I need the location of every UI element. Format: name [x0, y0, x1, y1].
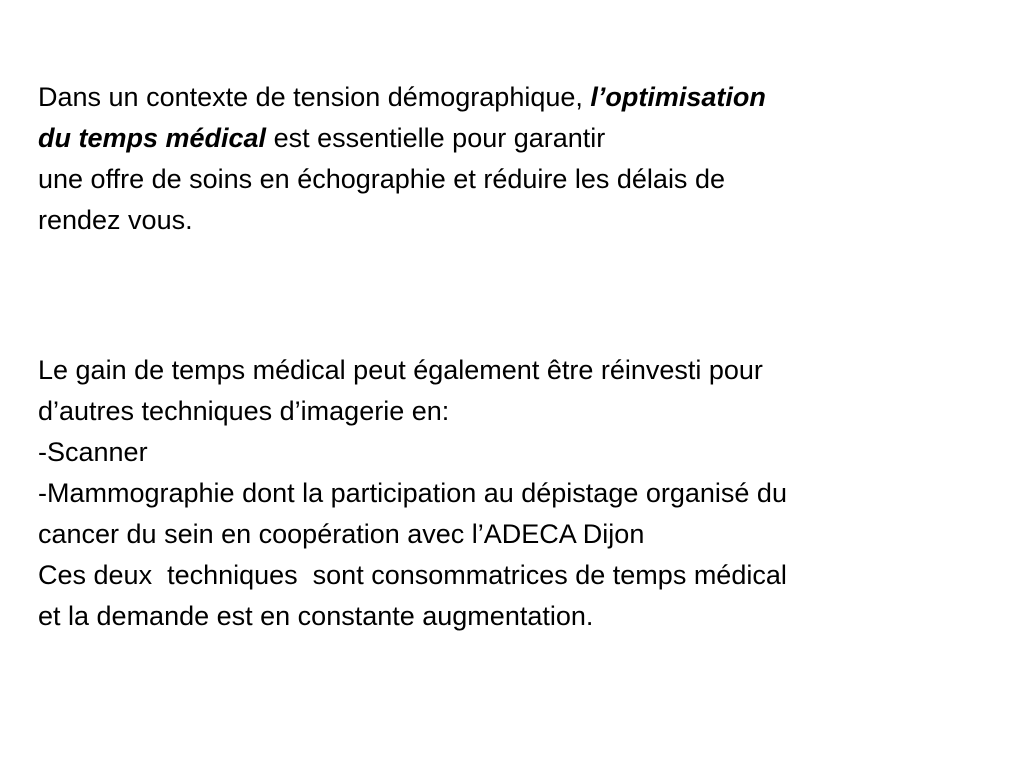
intro-line-3: une offre de soins en échographie et réduire les délais de: [38, 164, 725, 194]
intro-line-2: [38, 118, 978, 159]
intro-line-1-text: Dans un contexte de tension démographique,: [38, 82, 591, 112]
body-line: Ces deux techniques sont consommatrices de temps médical: [38, 560, 787, 590]
intro-line-4: rendez vous.: [38, 205, 193, 235]
intro-line-2-text: est essentielle pour garantir: [266, 123, 606, 153]
body-paragraph: [38, 350, 998, 637]
body-line: Le gain de temps médical peut également être réinvesti pour: [38, 355, 763, 385]
intro-paragraph: [38, 77, 978, 241]
intro-emphasis-1: l’optimisation: [590, 82, 766, 112]
body-line: et la demande est en constante augmentation.: [38, 601, 594, 631]
body-line: cancer du sein en coopération avec l’ADECA Dijon: [38, 519, 645, 549]
list-item-scanner: -Scanner: [38, 437, 148, 467]
intro-emphasis-2: du temps médical: [38, 123, 267, 153]
list-item-mammographie: -Mammographie dont la participation au dépistage organisé du: [38, 478, 787, 508]
intro-line-1: [38, 77, 978, 118]
body-line: d’autres techniques d’imagerie en:: [38, 396, 450, 426]
